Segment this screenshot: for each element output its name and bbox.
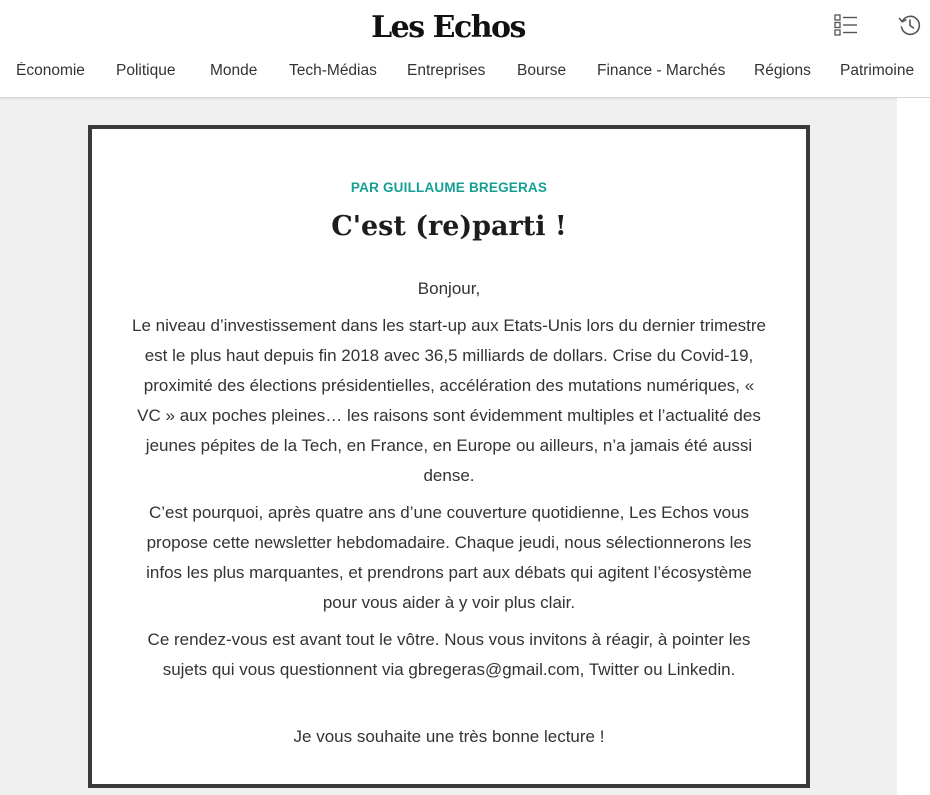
site-logo[interactable]: Les Echos (371, 10, 525, 45)
intro-paragraph: Le niveau d’investissement dans les start-up aux Etats-Unis lors du dernier trimestre est le plus haut depuis fin 2018 avec 36,5 milliards de dollars. Crise du Covid-19, proximité des élections présidentielles, accélération des mutations numériques, « VC » aux poches pleines… les raisons sont évidemment multiples et l’actualité des jeunes pépites de la Tech, en France, en Europe ou ailleurs, n’a jamais été aussi dense. (132, 316, 767, 485)
signoff: Je vous souhaite une très bonne lecture ! (293, 727, 605, 746)
nav-patrimoine[interactable]: Patrimoine (840, 62, 915, 79)
nav-entreprises[interactable]: Entreprises (407, 62, 486, 79)
nav-finance-marches[interactable]: Finance - Marchés (597, 62, 726, 79)
nav-economie[interactable]: Économie (16, 62, 85, 79)
nav-bourse[interactable]: Bourse (517, 62, 567, 79)
nav-tech-medias[interactable]: Tech-Médias (289, 62, 377, 79)
greeting: Bonjour, (417, 279, 481, 298)
page-scroll-gutter (897, 98, 930, 795)
nav-monde[interactable]: Monde (210, 62, 258, 79)
history-clock-icon[interactable] (897, 12, 923, 38)
contact-paragraph: Ce rendez-vous est avant tout le vôtre. Nous vous invitons à réagir, à pointer les sujets qui vous questionnent via gbregeras@gmail.com, Twitter ou Linkedin. (147, 630, 751, 679)
nav-politique[interactable]: Politique (116, 62, 176, 79)
site-header (0, 0, 930, 98)
author-byline[interactable]: PAR GUILLAUME BREGERAS (350, 180, 548, 195)
nav-regions[interactable]: Régions (754, 62, 811, 79)
newsletter-title: C'est (re)parti ! (331, 211, 567, 242)
newsletter-card (88, 125, 810, 788)
list-menu-icon[interactable] (833, 12, 859, 38)
newsletter-description-paragraph: C’est pourquoi, après quatre ans d’une couverture quotidienne, Les Echos vous propose cette newsletter hebdomadaire. Chaque jeudi, nous sélectionnerons les infos les plus marquantes, et prendrons part aux débats qui agitent l’écosystème pour vous aider à y voir plus clair. (146, 503, 752, 612)
main-nav (0, 62, 930, 88)
